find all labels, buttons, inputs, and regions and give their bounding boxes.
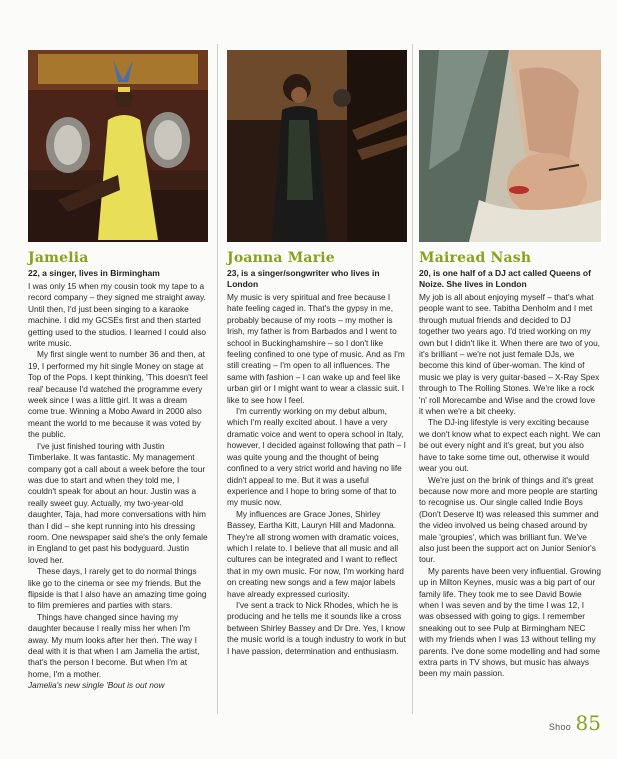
profile-name: Jamelia: [28, 250, 89, 266]
profile-mairead-nash: [419, 50, 601, 680]
column-divider: [217, 44, 218, 714]
profile-subtitle: 20, is one half of a DJ act called Queens of Noize. She lives in London: [419, 268, 591, 289]
profile-joanna-marie: [227, 50, 407, 657]
paragraph: My first single went to number 36 and then, at 19, I performed my hit single Money on stage at Top of the Pops. I kept thinking, 'This doesn't feel real' because I'd watched the programme every week since I was a little girl. It was a dream come true. Winning a Mobo Award in 2000 also meant the world to me because it was voted by the public.: [28, 349, 208, 440]
profile-jamelia: [28, 50, 208, 692]
paragraph: We're just on the brink of things and it's great because now more and more people are starting to recognise us. Our single called Indie Boys (Don't Deserve It) was released this summer and the video involved us being chased around by male 'groupies', which was brilliant fun. We've also just been the support act on Junior Senior's tour.: [419, 474, 599, 565]
column-divider: [412, 44, 413, 714]
paragraph: Things have changed since having my daughter because I really miss her when I'm away. My mum looks after her then. The way I deal with it is that when I am Jamelia the artist, that's the person I become. But when I'm at home, I'm a mother.: [28, 611, 200, 679]
profile-body: [419, 292, 601, 680]
paragraph: My music is very spiritual and free because I hate feeling caged in. That's the gypsy in me, probably because of my roots – my mother is Irish, my father is from Barbados and I went to school in Buckinghamshire – so I don't like feeling confined to one type of music. And as I'm still creating – I'm open to all influences. The same with fashion – I can wake up and feel like urban girl or I might want to wear a classic suit. I like to see how I feel.: [227, 292, 405, 405]
paragraph: My job is all about enjoying myself – that's what people want to see. Tabitha Denholm and I met through mutual friends and decided to DJ together two years ago. I'd tried working on my own but I didn't like it. When there are two of you, it's brilliant – we're not just female DJs, we become this kind of über-woman. The kind of music we play is very guitar-based – X-Ray Spex through to The Rolling Stones. We're like a rock 'n' roll Morecambe and Wise and the crowd love it when we're a bit cheeky.: [419, 292, 600, 417]
paragraph: My parents have been very influential. Growing up in Milton Keynes, music was a big part of our family life. They took me to see David Bowie when I was seven and by the time I was 12, I was obsessed with going to gigs. I remember sneaking out to see Pulp at Birmingham NEC with my friends when I was 13 without telling my parents. I've done some modelling and had some extra parts in TV shows, but music has always been my main passion.: [419, 565, 601, 679]
profile-subtitle: 23, is a singer/songwriter who lives in London: [227, 268, 380, 289]
paragraph: The DJ-ing lifestyle is very exciting because we don't know what to expect each night. We can be out every night and it's great, but you also have to take some time out, otherwise it would wear you out.: [419, 417, 601, 474]
release-credit: Jamelia's new single 'Bout is out now: [28, 680, 165, 691]
page-number: 85: [575, 711, 601, 735]
paragraph: I was only 15 when my cousin took my tape to a record company – they signed me straight away. Until then, I'd just been singing to a karaoke machine. I did my GCSEs first and then started getting used to the studios. I learned I could also write music.: [28, 281, 207, 349]
paragraph: I've just finished touring with Justin Timberlake. It was fantastic. My management company got a call about a week before the tour was due to start and when they told me, I couldn't speak for about an hour. Justin was a really sweet guy. Actually, my two-year-old daughter, Taja, had more conversations with him than I did – she kept running into his dressing room. One newspaper said she's the only female in England to get past his bodyguard. Justin loved her.: [28, 440, 208, 565]
photo-jamelia: [28, 50, 208, 242]
paragraph: These days, I rarely get to do normal things like go to the cinema or see my friends. But the flipside is that I also have an amazing time going to film premieres and parties with stars.: [28, 566, 207, 611]
photo-joanna-marie: [227, 50, 407, 242]
profile-subtitle: 22, a singer, lives in Birmingham: [28, 268, 160, 278]
paragraph: My influences are Grace Jones, Shirley Bassey, Eartha Kitt, Lauryn Hill and Madonna. They're all strong women with dramatic voices, which I relate to. I believe that all music and all cultures can be integrated and I want to reflect that in my own music. For now, I'm working hard on creating new songs and a few major labels have already expressed curiosity.: [227, 508, 404, 599]
paragraph: I've sent a track to Nick Rhodes, which he is producing and he tells me it sounds like a cross between Shirley Bassey and Dr Dre. Yes, I know the music world is a tough industry to work in but I have passion, determination and enthusiasm.: [227, 599, 406, 656]
photo-mairead-nash: [419, 50, 601, 242]
profile-name: Mairead Nash: [419, 250, 532, 266]
paragraph: I'm currently working on my debut album, which I'm really excited about. I have a very dramatic voice and went to opera school in Italy, however, I decided against following that path – I was quite young and the thought of being confined to a very strict world and having no life didn't appeal to me. But it was a useful experience and I hope to bring some of that to my music now.: [227, 406, 406, 508]
magazine-name: Shoo: [548, 722, 572, 732]
page-footer: [549, 711, 601, 735]
profile-body: [227, 292, 407, 657]
profile-body: [28, 281, 208, 692]
profile-name: Joanna Marie: [227, 250, 335, 266]
